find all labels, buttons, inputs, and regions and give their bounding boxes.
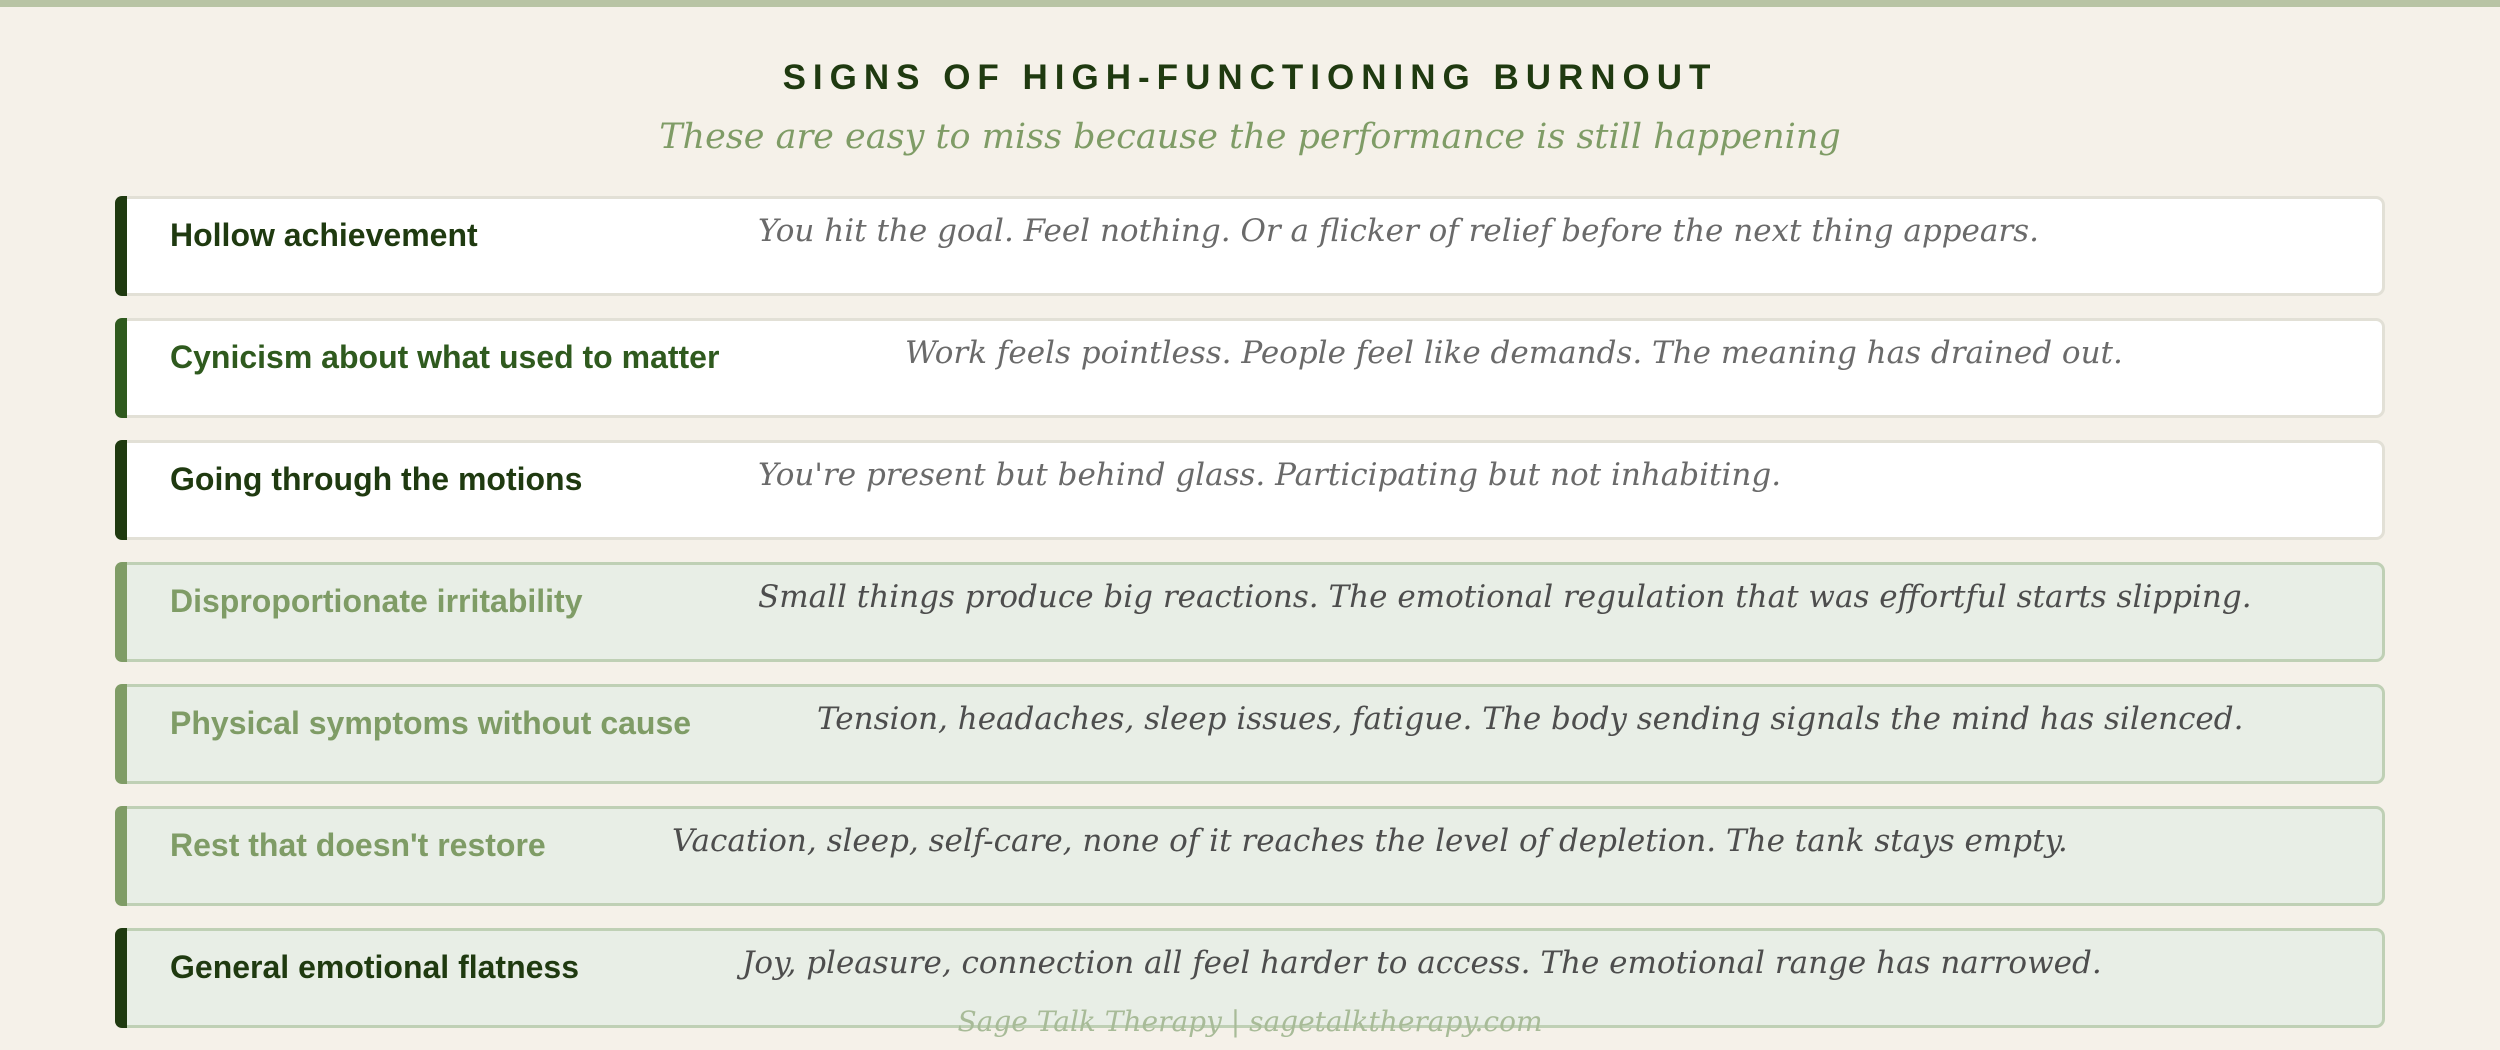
sign-description: Small things produce big reactions. The emotional regulation that was effortful starts slipping. — [758, 579, 2252, 615]
page-subtitle: These are easy to miss because the performance is still happening — [659, 117, 1841, 157]
page-title: SIGNS OF HIGH-FUNCTIONING BURNOUT — [782, 58, 1718, 97]
sign-row — [115, 562, 2385, 662]
top-rule — [0, 0, 2500, 7]
signs-list — [115, 196, 2385, 1050]
accent-bar — [115, 440, 127, 540]
accent-bar — [115, 318, 127, 418]
sign-description: Vacation, sleep, self-care, none of it reaches the level of depletion. The tank stays empty. — [672, 823, 2068, 859]
sign-label: Rest that doesn't restore — [170, 827, 546, 863]
sign-label: General emotional flatness — [170, 949, 580, 985]
sign-description: You hit the goal. Feel nothing. Or a flicker of relief before the next thing appears. — [758, 213, 2039, 249]
sign-description: Work feels pointless. People feel like demands. The meaning has drained out. — [905, 335, 2123, 371]
sign-description: Joy, pleasure, connection all feel harder to access. The emotional range has narrowed. — [742, 945, 2102, 981]
sign-row — [115, 196, 2385, 296]
accent-bar — [115, 196, 127, 296]
sign-label: Cynicism about what used to matter — [170, 339, 720, 375]
accent-bar — [115, 562, 127, 662]
sign-label: Going through the motions — [170, 461, 583, 497]
sign-row — [115, 440, 2385, 540]
sign-row — [115, 684, 2385, 784]
sign-label: Physical symptoms without cause — [170, 705, 692, 741]
accent-bar — [115, 806, 127, 906]
sign-description: You're present but behind glass. Participating but not inhabiting. — [758, 457, 1782, 493]
sign-row — [115, 318, 2385, 418]
sign-label: Hollow achievement — [170, 217, 478, 253]
accent-bar — [115, 684, 127, 784]
sign-row — [115, 806, 2385, 906]
sign-description: Tension, headaches, sleep issues, fatigue. The body sending signals the mind has silenced. — [817, 701, 2244, 737]
sign-label: Disproportionate irritability — [170, 583, 583, 619]
footer-credit: Sage Talk Therapy | sagetalktherapy.com — [957, 1005, 1543, 1038]
